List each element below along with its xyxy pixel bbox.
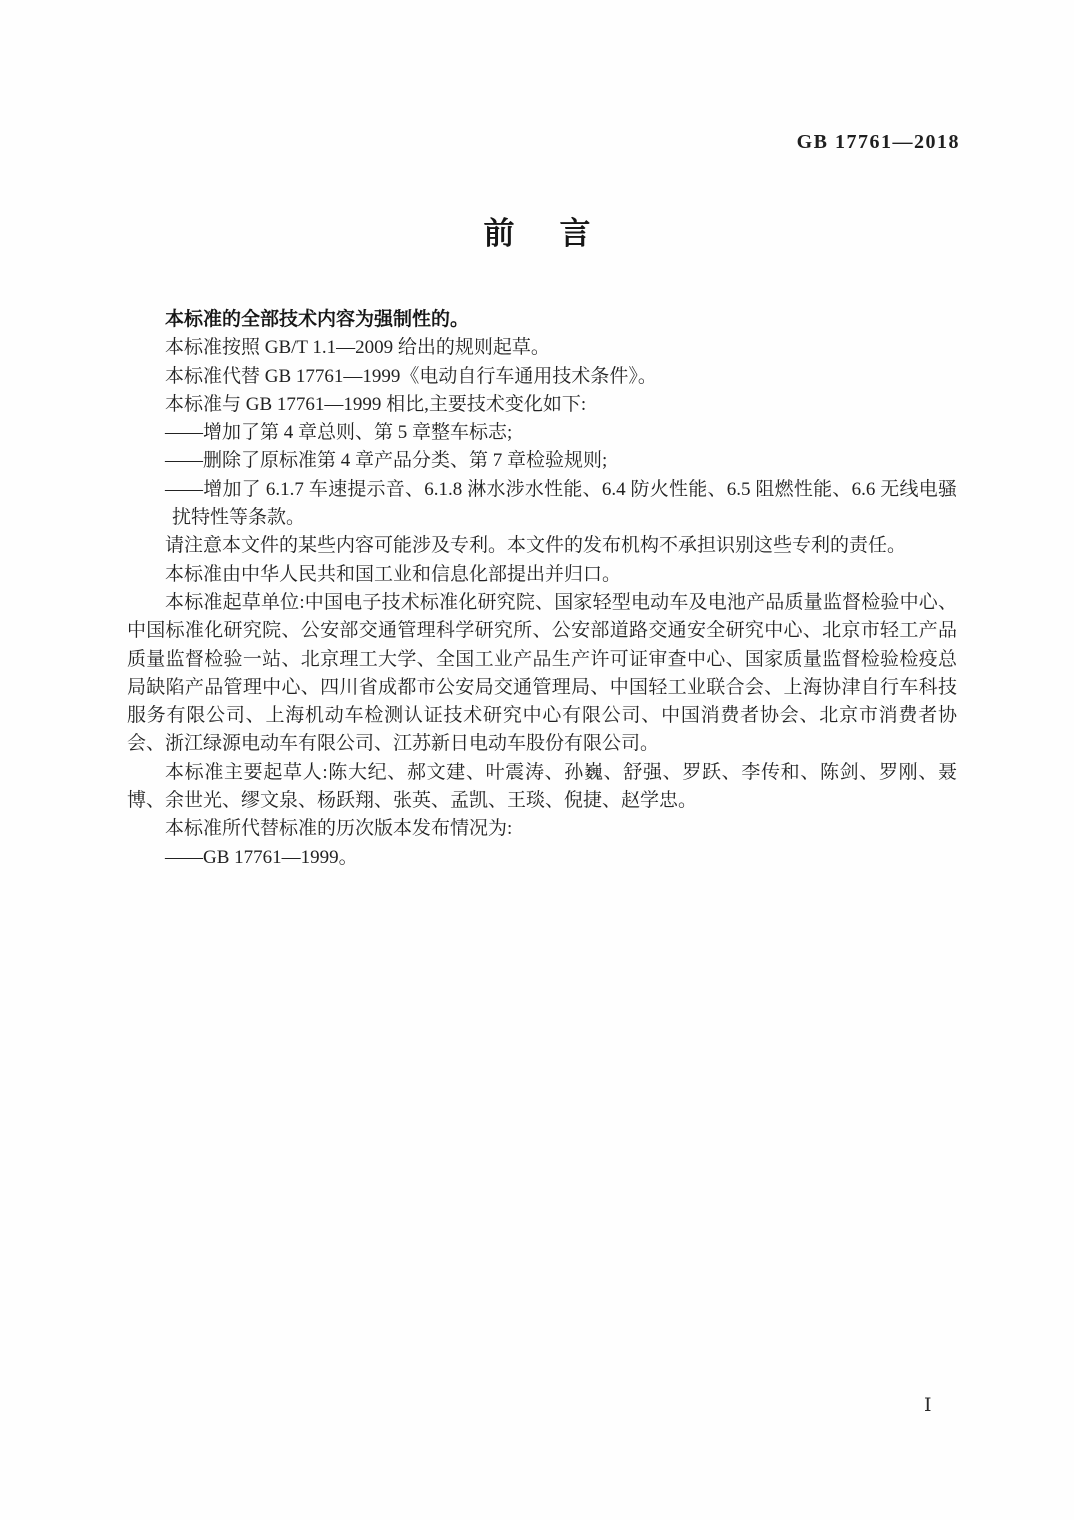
paragraph-issuing-body: 本标准由中华人民共和国工业和信息化部提出并归口。: [165, 563, 622, 585]
change-item-2: ——删除了原标准第 4 章产品分类、第 7 章检验规则;: [165, 450, 608, 472]
paragraph-changes-intro: 本标准与 GB 17761—1999 相比,主要技术变化如下:: [165, 393, 587, 415]
paragraph-replaces: 本标准代替 GB 17761—1999《电动自行车通用技术条件》。: [165, 365, 657, 387]
paragraph-history-intro: 本标准所代替标准的历次版本发布情况为:: [165, 818, 513, 840]
page-number: Ⅰ: [924, 1395, 932, 1416]
history-item-1: ——GB 17761—1999。: [165, 846, 358, 868]
standard-number: GB 17761—2018: [796, 131, 960, 153]
foreword-body: [127, 306, 957, 872]
paragraph-drafting-units: 本标准起草单位:中国电子技术标准化研究院、国家轻型电动车及电池产品质量监督检验中心、中国标准化研究院、公安部交通管理科学研究所、公安部道路交通安全研究中心、北京市轻工产品质量监督检验一站、北京理工大学、全国工业产品生产许可证审查中心、国家质量监督检验检疫总局缺陷产品管理中心、四川省成都市公安局交通管理局、中国轻工业联合会、上海协津自行车科技服务有限公司、上海机动车检测认证技术研究中心有限公司、中国消费者协会、北京市消费者协会、浙江绿源电动车有限公司、江苏新日电动车股份有限公司。: [127, 591, 957, 755]
change-item-3: ——增加了 6.1.7 车速提示音、6.1.8 淋水涉水性能、6.4 防火性能、6.5 阻燃性能、6.6 无线电骚扰特性等条款。: [165, 478, 957, 529]
paragraph-drafters: 本标准主要起草人:陈大纪、郝文建、叶震涛、孙巍、舒强、罗跃、李传和、陈剑、罗刚、聂博、余世光、缪文泉、杨跃翔、张英、孟凯、王琰、倪捷、赵学忠。: [127, 761, 957, 812]
paragraph-drafting-rules: 本标准按照 GB/T 1.1—2009 给出的规则起草。: [165, 337, 550, 359]
page-title: 前 言: [483, 216, 598, 251]
paragraph-mandatory-note: 本标准的全部技术内容为强制性的。: [165, 309, 470, 330]
paragraph-patent-note: 请注意本文件的某些内容可能涉及专利。本文件的发布机构不承担识别这些专利的责任。: [165, 535, 907, 557]
change-item-1: ——增加了第 4 章总则、第 5 章整车标志;: [165, 422, 513, 444]
